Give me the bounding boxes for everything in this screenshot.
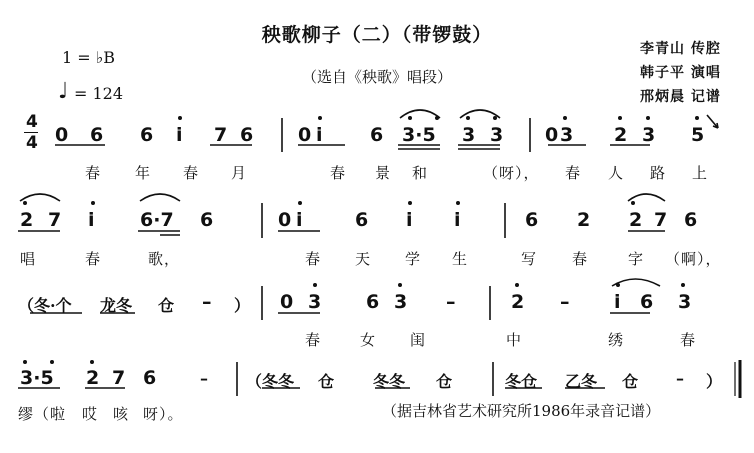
lyric: 和 [412,164,429,182]
note: 3·5 [402,124,436,146]
percussion: 乙冬 [565,372,598,391]
percussion: 冬仓 [505,372,538,391]
note: 6 [240,124,254,146]
note: – [446,291,456,313]
note: 5 [691,124,705,146]
note: 2 [511,291,525,313]
percussion: 仓 [436,372,453,391]
lyric: 春 [680,331,697,349]
score-subtitle: （选自《秧歌》唱段） [301,68,452,86]
percussion: （冬冬 [246,372,295,391]
percussion: 仓 [622,372,639,391]
note: i [316,124,323,146]
note: 2 [20,209,34,231]
percussion: – [676,369,684,388]
score-title: 秧歌柳子（二）（带锣鼓） [261,24,493,46]
credit-singer: 韩子平 演唱 [640,65,721,81]
key-signature: 1 = ♭B [62,48,116,67]
note: 0 [280,291,294,313]
percussion: 仓 [318,372,335,391]
note: i [454,209,461,231]
note: 3 [490,124,504,146]
percussion: （冬·个 [18,296,72,315]
lyric: 年 [135,164,152,182]
note: 3 [394,291,408,313]
lyric: 中 [506,331,523,349]
credit-arranger: 李青山 传腔 [640,41,721,57]
note: 6 [355,209,369,231]
lyric: 学 [405,250,422,268]
note: 2 [629,209,643,231]
percussion: 仓 [158,296,175,315]
note: 6 [684,209,698,231]
percussion: ） [706,372,723,391]
note: 0 [278,209,292,231]
lyric: 呀）。 [143,405,184,423]
percussion: ） [234,296,251,315]
lyric: 春 [85,164,102,182]
time-signature-top: 4 [26,112,38,132]
credit-transcriber: 邢炳晨 记谱 [640,89,721,105]
note: i [614,291,621,313]
percussion: 冬冬 [373,372,406,391]
lyric: 歌， [148,250,181,268]
lyric: 写 [521,250,538,268]
lyric: 字 [628,250,645,268]
note: 7 [48,209,62,231]
lyric: 绣 [608,331,625,349]
lyric: 月 [231,164,248,182]
lyric: 咳 [113,405,130,423]
lyric: 春 [572,250,589,268]
note: – [202,291,212,313]
note: 6 [640,291,654,313]
tempo-note-icon: ♩ [58,79,69,104]
source-note: （据吉林省艺术研究所1986年录音记谱） [382,402,661,420]
note: i [176,124,183,146]
tempo-value: = 124 [74,84,124,103]
note: i [406,209,413,231]
lyric: 春 [183,164,200,182]
lyric: 哎 [82,405,99,423]
lyric: 闺 [410,331,427,349]
note: 3 [678,291,692,313]
lyric: 人 [608,164,625,182]
lyric: 春 [85,250,102,268]
note: 6 [143,367,157,389]
note: 6·7 [140,209,174,231]
percussion: – [200,369,208,388]
note: 6 [366,291,380,313]
percussion: 龙冬 [100,296,133,315]
lyric: 天 [355,250,372,268]
lyric: （呀）， [483,164,540,182]
note: 2 [614,124,628,146]
note: – [560,291,570,313]
note: 0 [55,124,69,146]
note: 6 [200,209,214,231]
note: i [296,209,303,231]
lyric: 路 [650,164,667,182]
note: 7 [214,124,228,146]
time-signature-bottom: 4 [26,133,38,153]
note: 0 [545,124,559,146]
note: 6 [525,209,539,231]
note: 0 [298,124,312,146]
note: 6 [90,124,104,146]
note: 6 [370,124,384,146]
lyric: 春 [305,331,322,349]
note: 2 [86,367,100,389]
note: 3·5 [20,367,54,389]
lyric: 上 [692,164,709,182]
note: 3 [560,124,574,146]
note: 3 [308,291,322,313]
note: 3 [462,124,476,146]
lyric: 缪（啦 [18,405,67,423]
note: 7 [112,367,126,389]
lyric: 景 [375,164,392,182]
note: i [88,209,95,231]
note: 2 [577,209,591,231]
lyric: （啊）， [665,250,722,268]
note: 7 [654,209,668,231]
lyric: 女 [360,331,377,349]
lyric: 生 [452,250,469,268]
note: 3 [642,124,656,146]
lyric: 春 [305,250,322,268]
lyric: 唱 [20,250,37,268]
note: 6 [140,124,154,146]
lyric: 春 [330,164,347,182]
lyric: 春 [565,164,582,182]
